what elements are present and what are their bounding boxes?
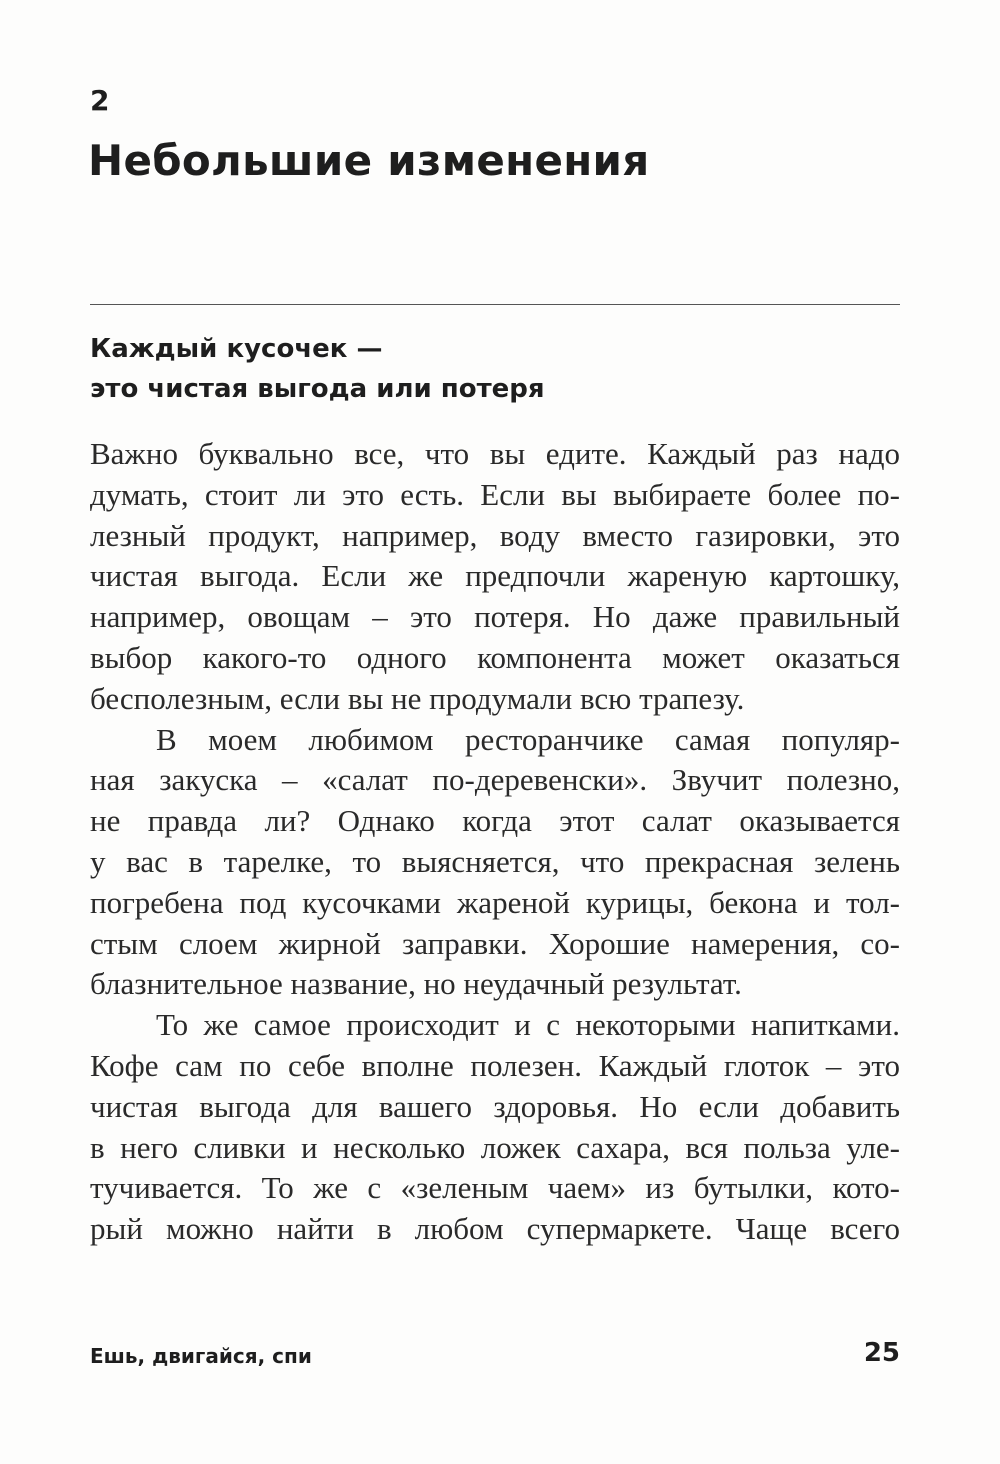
- text-line: ная закуска – «салат по-деревенски». Звучит полезно,: [90, 762, 900, 798]
- text-line: стым слоем жирной заправки. Хорошие намерения, со-: [90, 925, 900, 961]
- section-title-line: Каждый кусочек —: [90, 334, 383, 364]
- text-line: Важно буквально все, что вы едите. Каждый раз надо: [90, 436, 900, 471]
- text-line: не правда ли? Однако когда этот салат оказывается: [90, 803, 900, 839]
- section-title-line: это чистая выгода или потеря: [90, 374, 545, 404]
- chapter-number: 2: [90, 84, 110, 117]
- divider: [90, 304, 900, 305]
- chapter-title: Небольшие изменения: [88, 136, 650, 185]
- text-line: В моем любимом ресторанчике самая популяр-: [156, 721, 900, 757]
- text-line: бесполезным, если вы не продумали всю трапезу.: [90, 680, 745, 716]
- text-line: Кофе сам по себе вполне полезен. Каждый глоток – это: [90, 1047, 900, 1083]
- text-line: чистая выгода. Если же предпочли жареную картошку,: [90, 558, 900, 594]
- text-line: например, овощам – это потеря. Но даже правильный: [90, 599, 900, 635]
- page-number: 25: [863, 1338, 900, 1368]
- text-line: рый можно найти в любом супермаркете. Чаще всего: [90, 1211, 900, 1247]
- text-line: То же самое происходит и с некоторыми напитками.: [156, 1007, 900, 1043]
- running-footer-title: Ешь, двигайся, спи: [90, 1344, 312, 1368]
- text-line: блазнительное название, но неудачный результат.: [90, 966, 742, 1002]
- text-line: лезный продукт, например, воду вместо газировки, это: [90, 517, 900, 553]
- text-line: тучивается. То же с «зеленым чаем» из бутылки, кото-: [90, 1170, 900, 1206]
- text-line: в него сливки и несколько ложек сахара, вся польза уле-: [90, 1129, 900, 1165]
- text-line: чистая выгода для вашего здоровья. Но если добавить: [90, 1088, 900, 1124]
- body-text: [90, 434, 900, 1250]
- text-line: погребена под кусочками жареной курицы, бекона и тол-: [90, 884, 900, 920]
- text-line: думать, стоит ли это есть. Если вы выбираете более по-: [90, 476, 900, 512]
- text-line: у вас в тарелке, то выясняется, что прекрасная зелень: [90, 843, 900, 879]
- text-line: выбор какого-то одного компонента может оказаться: [90, 639, 900, 675]
